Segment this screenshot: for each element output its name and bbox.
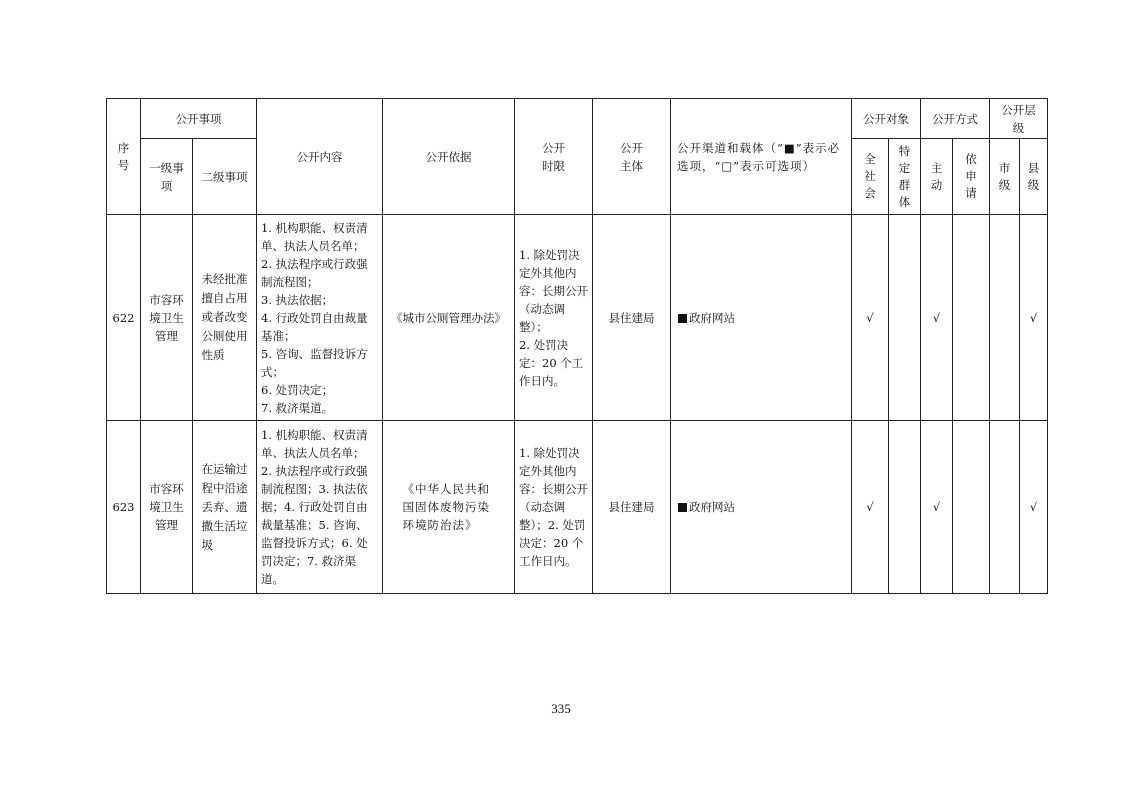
row-level2: 在运输过程中沿途丢弃、遗撒生活垃圾	[193, 421, 257, 594]
header-row-1	[107, 99, 1048, 139]
disclosure-table	[106, 98, 1048, 594]
header-subject: 公开主体	[593, 99, 671, 215]
row-method-request	[953, 215, 990, 421]
row-subject: 县住建局	[593, 421, 671, 594]
header-level-county: 县级	[1020, 139, 1048, 215]
row-basis: 《中华人民共和国固体废物污染环境防治法》	[383, 421, 515, 594]
row-level-county: √	[1020, 421, 1048, 594]
row-method-active: √	[921, 215, 953, 421]
row-audience-specific	[889, 215, 921, 421]
header-level1: 一级事项	[141, 139, 193, 215]
row-channel: 政府网站	[671, 421, 852, 594]
header-method-active: 主动	[921, 139, 953, 215]
table-row	[107, 421, 1048, 594]
row-level2: 未经批准擅自占用或者改变公厕使用性质	[193, 215, 257, 421]
header-level: 公开层级	[990, 99, 1048, 139]
header-audience-specific: 特定群体	[889, 139, 921, 215]
header-level-city: 市级	[990, 139, 1020, 215]
row-channel: 政府网站	[671, 215, 852, 421]
row-seq: 623	[107, 421, 141, 594]
row-time-limit: 1. 除处罚决定外其他内容：长期公开（动态调整）； 2. 处罚决定：20 个工作日内。	[515, 215, 593, 421]
row-level-county: √	[1020, 215, 1048, 421]
filled-square-icon	[678, 503, 687, 512]
row-method-request	[953, 421, 990, 594]
header-audience: 公开对象	[852, 99, 921, 139]
row-seq: 622	[107, 215, 141, 421]
header-item-group: 公开事项	[141, 99, 257, 139]
filled-square-icon	[678, 314, 687, 323]
header-level2: 二级事项	[193, 139, 257, 215]
header-time-limit: 公开时限	[515, 99, 593, 215]
header-method-request: 依申请	[953, 139, 990, 215]
header-basis: 公开依据	[383, 99, 515, 215]
row-level1: 市容环境卫生管理	[141, 421, 193, 594]
row-basis: 《城市公厕管理办法》	[383, 215, 515, 421]
row-level-city	[990, 421, 1020, 594]
page-number: 335	[551, 701, 571, 716]
header-audience-all: 全社会	[852, 139, 889, 215]
row-level-city	[990, 215, 1020, 421]
row-level1: 市容环境卫生管理	[141, 215, 193, 421]
row-method-active: √	[921, 421, 953, 594]
header-seq: 序号	[107, 99, 141, 215]
row-time-limit: 1. 除处罚决定外其他内容：长期公开（动态调整）；2. 处罚决定：20 个工作日内。	[515, 421, 593, 594]
row-content: 1. 机构职能、权责清单、执法人员名单； 2. 执法程序或行政强制流程图； 3. 执法依据； 4. 行政处罚自由裁量基准； 5. 咨询、监督投诉方式； 6. 处罚决定； 7. 救济渠道。	[257, 215, 383, 421]
row-subject: 县住建局	[593, 215, 671, 421]
row-audience-all: √	[852, 215, 889, 421]
row-audience-specific	[889, 421, 921, 594]
row-audience-all: √	[852, 421, 889, 594]
row-content: 1. 机构职能、权责清单、执法人员名单； 2. 执法程序或行政强制流程图；3. 执法依据；4. 行政处罚自由裁量基准；5. 咨询、监督投诉方式；6. 处罚决定；7. 救济渠道。	[257, 421, 383, 594]
header-method: 公开方式	[921, 99, 990, 139]
header-content: 公开内容	[257, 99, 383, 215]
table-row	[107, 215, 1048, 421]
header-channel: 公开渠道和载体（“■”表示必选项，“□”表示可选项）	[671, 99, 852, 215]
